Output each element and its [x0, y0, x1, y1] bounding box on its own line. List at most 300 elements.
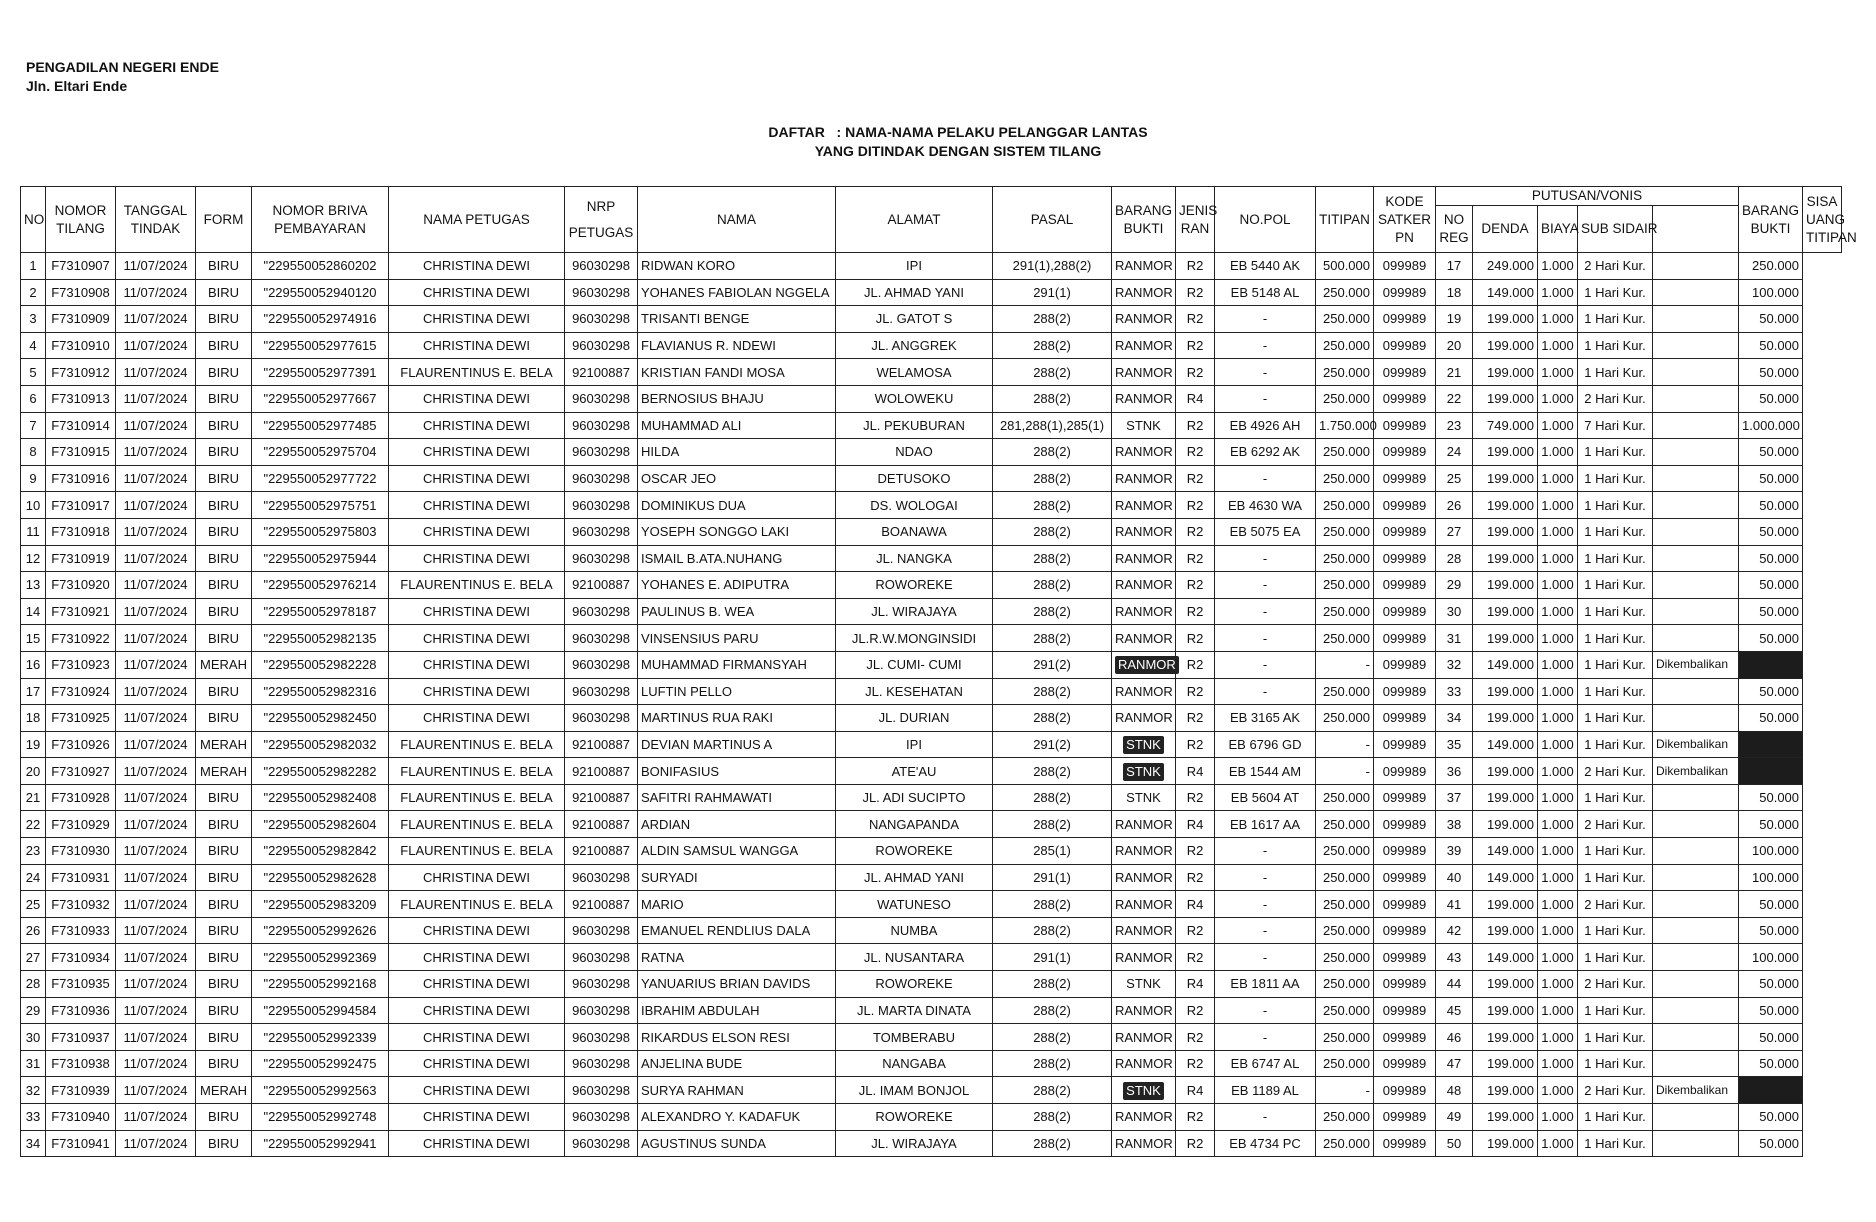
row-kode-satker: 099989	[1374, 1024, 1436, 1051]
row-barang-bukti-2: Dikembalikan	[1653, 758, 1739, 785]
row-no-pol: EB 6292 AK	[1215, 439, 1316, 466]
row-barang-bukti-2	[1653, 439, 1739, 466]
row-no-reg: 23	[1436, 412, 1473, 439]
row-nomor-briva: "229550052978187	[252, 598, 389, 625]
col-nama-petugas: NAMA PETUGAS	[389, 187, 565, 253]
row-nama: ALEXANDRO Y. KADAFUK	[638, 1104, 836, 1131]
row-nomor-briva: "229550052977615	[252, 332, 389, 359]
row-titipan: 250.000	[1316, 625, 1374, 652]
row-alamat: DETUSOKO	[836, 465, 993, 492]
row-nomor-tilang: F7310922	[46, 625, 116, 652]
table-row	[21, 412, 1842, 439]
row-pasal: 291(2)	[993, 731, 1112, 758]
row-barang-bukti-2	[1653, 279, 1739, 306]
row-no-pol: -	[1215, 598, 1316, 625]
row-barang-bukti: RANMOR	[1112, 306, 1176, 333]
row-barang-bukti-2	[1653, 545, 1739, 572]
row-no-reg: 33	[1436, 678, 1473, 705]
row-jenis-ran: R2	[1176, 997, 1215, 1024]
row-no-reg: 22	[1436, 385, 1473, 412]
row-denda: 199.000	[1473, 811, 1538, 838]
row-nomor-briva: "229550052982842	[252, 838, 389, 865]
col-sisa-uang-titipan: SISA UANG TITIPAN	[1803, 187, 1842, 253]
row-nomor-briva: "229550052860202	[252, 253, 389, 280]
row-sub-sidair: 1 Hari Kur.	[1578, 838, 1653, 865]
row-sub-sidair: 2 Hari Kur.	[1578, 253, 1653, 280]
row-titipan: 250.000	[1316, 306, 1374, 333]
row-nrp: 96030298	[565, 465, 638, 492]
row-jenis-ran: R2	[1176, 306, 1215, 333]
table-row	[21, 758, 1842, 785]
row-titipan: 500.000	[1316, 253, 1374, 280]
row-form: BIRU	[196, 306, 252, 333]
row-no: 22	[21, 811, 46, 838]
table-row	[21, 838, 1842, 865]
row-nomor-tilang: F7310938	[46, 1050, 116, 1077]
row-nomor-tilang: F7310923	[46, 651, 116, 678]
row-sisa: 100.000	[1739, 279, 1803, 306]
row-pasal: 288(2)	[993, 492, 1112, 519]
row-biaya: 1.000	[1538, 572, 1578, 599]
row-denda: 199.000	[1473, 971, 1538, 998]
row-barang-bukti-2	[1653, 944, 1739, 971]
row-form: BIRU	[196, 864, 252, 891]
row-no-reg: 38	[1436, 811, 1473, 838]
row-kode-satker: 099989	[1374, 651, 1436, 678]
row-denda: 199.000	[1473, 1130, 1538, 1157]
row-alamat: ATE'AU	[836, 758, 993, 785]
row-biaya: 1.000	[1538, 332, 1578, 359]
row-biaya: 1.000	[1538, 253, 1578, 280]
row-barang-bukti-2	[1653, 1104, 1739, 1131]
row-no: 10	[21, 492, 46, 519]
row-biaya: 1.000	[1538, 651, 1578, 678]
row-no-reg: 34	[1436, 705, 1473, 732]
row-nama: RIKARDUS ELSON RESI	[638, 1024, 836, 1051]
row-barang-bukti: RANMOR	[1112, 625, 1176, 652]
row-no: 19	[21, 731, 46, 758]
row-form: BIRU	[196, 1130, 252, 1157]
row-barang-bukti-2	[1653, 891, 1739, 918]
row-alamat: JL.R.W.MONGINSIDI	[836, 625, 993, 652]
table-row	[21, 917, 1842, 944]
row-kode-satker: 099989	[1374, 465, 1436, 492]
table-row	[21, 1130, 1842, 1157]
row-sub-sidair: 1 Hari Kur.	[1578, 1024, 1653, 1051]
row-no: 20	[21, 758, 46, 785]
row-nama: AGUSTINUS SUNDA	[638, 1130, 836, 1157]
row-biaya: 1.000	[1538, 997, 1578, 1024]
row-no-reg: 17	[1436, 253, 1473, 280]
row-nomor-tilang: F7310925	[46, 705, 116, 732]
row-jenis-ran: R2	[1176, 465, 1215, 492]
row-nama: ARDIAN	[638, 811, 836, 838]
row-no: 32	[21, 1077, 46, 1104]
row-sisa: 50.000	[1739, 306, 1803, 333]
row-denda: 149.000	[1473, 838, 1538, 865]
row-jenis-ran: R2	[1176, 439, 1215, 466]
row-nomor-briva: "229550052992748	[252, 1104, 389, 1131]
row-nomor-tilang: F7310928	[46, 784, 116, 811]
row-sub-sidair: 1 Hari Kur.	[1578, 1130, 1653, 1157]
row-nama: IBRAHIM ABDULAH	[638, 997, 836, 1024]
row-no-pol: EB 5148 AL	[1215, 279, 1316, 306]
table-row	[21, 545, 1842, 572]
row-sisa: 100.000	[1739, 944, 1803, 971]
row-barang-bukti-2	[1653, 359, 1739, 386]
row-nrp: 96030298	[565, 705, 638, 732]
row-jenis-ran: R2	[1176, 917, 1215, 944]
row-no-reg: 47	[1436, 1050, 1473, 1077]
row-alamat: BOANAWA	[836, 518, 993, 545]
row-barang-bukti-2	[1653, 997, 1739, 1024]
row-barang-bukti: RANMOR	[1112, 1104, 1176, 1131]
row-denda: 749.000	[1473, 412, 1538, 439]
table-row	[21, 306, 1842, 333]
row-tanggal: 11/07/2024	[116, 811, 196, 838]
row-no: 13	[21, 572, 46, 599]
row-nrp: 96030298	[565, 651, 638, 678]
row-no-reg: 36	[1436, 758, 1473, 785]
row-biaya: 1.000	[1538, 412, 1578, 439]
row-jenis-ran: R2	[1176, 279, 1215, 306]
row-nama: LUFTIN PELLO	[638, 678, 836, 705]
row-titipan: 250.000	[1316, 917, 1374, 944]
row-barang-bukti: RANMOR	[1112, 864, 1176, 891]
row-barang-bukti-2	[1653, 838, 1739, 865]
row-denda: 199.000	[1473, 492, 1538, 519]
row-sub-sidair: 1 Hari Kur.	[1578, 864, 1653, 891]
row-kode-satker: 099989	[1374, 1077, 1436, 1104]
row-sisa: 50.000	[1739, 997, 1803, 1024]
table-row	[21, 359, 1842, 386]
row-nomor-tilang: F7310914	[46, 412, 116, 439]
row-jenis-ran: R2	[1176, 705, 1215, 732]
row-nrp: 96030298	[565, 1130, 638, 1157]
row-titipan: 250.000	[1316, 944, 1374, 971]
row-biaya: 1.000	[1538, 784, 1578, 811]
row-barang-bukti: RANMOR	[1112, 838, 1176, 865]
highlighted-bukti: STNK	[1123, 1082, 1164, 1100]
row-nomor-tilang: F7310927	[46, 758, 116, 785]
row-nomor-tilang: F7310915	[46, 439, 116, 466]
row-no-pol: -	[1215, 917, 1316, 944]
row-sisa: 50.000	[1739, 705, 1803, 732]
row-form: BIRU	[196, 811, 252, 838]
row-biaya: 1.000	[1538, 518, 1578, 545]
row-nomor-briva: "229550052992339	[252, 1024, 389, 1051]
row-alamat: NANGABA	[836, 1050, 993, 1077]
row-alamat: JL. WIRAJAYA	[836, 598, 993, 625]
row-titipan: -	[1316, 731, 1374, 758]
col-nomor-tilang: NOMOR TILANG	[46, 187, 116, 253]
row-nomor-tilang: F7310926	[46, 731, 116, 758]
row-no-pol: -	[1215, 1104, 1316, 1131]
row-tanggal: 11/07/2024	[116, 944, 196, 971]
row-barang-bukti: RANMOR	[1112, 518, 1176, 545]
row-biaya: 1.000	[1538, 864, 1578, 891]
row-no-pol: -	[1215, 572, 1316, 599]
row-denda: 199.000	[1473, 572, 1538, 599]
row-barang-bukti: RANMOR	[1112, 1130, 1176, 1157]
row-nrp: 96030298	[565, 625, 638, 652]
row-no-pol: EB 5604 AT	[1215, 784, 1316, 811]
col-nrp-petugas: NRP PETUGAS	[565, 187, 638, 253]
row-biaya: 1.000	[1538, 306, 1578, 333]
row-tanggal: 11/07/2024	[116, 1077, 196, 1104]
row-biaya: 1.000	[1538, 439, 1578, 466]
row-sisa: 100.000	[1739, 838, 1803, 865]
row-tanggal: 11/07/2024	[116, 253, 196, 280]
row-pasal: 291(1)	[993, 944, 1112, 971]
row-no: 1	[21, 253, 46, 280]
table-header	[21, 187, 1857, 253]
row-tanggal: 11/07/2024	[116, 1050, 196, 1077]
row-tanggal: 11/07/2024	[116, 385, 196, 412]
row-sisa: 50.000	[1739, 1104, 1803, 1131]
row-barang-bukti: STNK	[1112, 971, 1176, 998]
row-nama: KRISTIAN FANDI MOSA	[638, 359, 836, 386]
col-barang-bukti: BARANG BUKTI	[1112, 187, 1176, 253]
row-nomor-briva: "229550052975704	[252, 439, 389, 466]
row-no-pol: -	[1215, 465, 1316, 492]
row-titipan: 250.000	[1316, 891, 1374, 918]
row-nomor-tilang: F7310912	[46, 359, 116, 386]
row-denda: 199.000	[1473, 678, 1538, 705]
row-tanggal: 11/07/2024	[116, 705, 196, 732]
row-nama: ANJELINA BUDE	[638, 1050, 836, 1077]
row-biaya: 1.000	[1538, 731, 1578, 758]
row-nama-petugas: FLAURENTINUS E. BELA	[389, 891, 565, 918]
row-denda: 149.000	[1473, 864, 1538, 891]
col-biaya: BIAYA	[1538, 206, 1578, 253]
row-sisa: 1.000.000	[1739, 412, 1803, 439]
row-sisa: 50.000	[1739, 359, 1803, 386]
table-row	[21, 439, 1842, 466]
row-nama-petugas: FLAURENTINUS E. BELA	[389, 838, 565, 865]
row-barang-bukti: STNK	[1112, 412, 1176, 439]
row-biaya: 1.000	[1538, 492, 1578, 519]
row-sisa	[1739, 758, 1803, 785]
row-nama: YOHANES FABIOLAN NGGELA	[638, 279, 836, 306]
row-nomor-tilang: F7310934	[46, 944, 116, 971]
row-nama: VINSENSIUS PARU	[638, 625, 836, 652]
row-titipan: 250.000	[1316, 359, 1374, 386]
row-pasal: 288(2)	[993, 971, 1112, 998]
row-nrp: 96030298	[565, 678, 638, 705]
row-no: 27	[21, 944, 46, 971]
row-nama-petugas: FLAURENTINUS E. BELA	[389, 572, 565, 599]
row-alamat: JL. PEKUBURAN	[836, 412, 993, 439]
row-nomor-briva: "229550052940120	[252, 279, 389, 306]
row-biaya: 1.000	[1538, 465, 1578, 492]
row-denda: 199.000	[1473, 997, 1538, 1024]
row-barang-bukti-2	[1653, 784, 1739, 811]
row-alamat: WATUNESO	[836, 891, 993, 918]
row-nrp: 96030298	[565, 412, 638, 439]
row-sub-sidair: 1 Hari Kur.	[1578, 279, 1653, 306]
row-no-reg: 44	[1436, 971, 1473, 998]
row-sub-sidair: 1 Hari Kur.	[1578, 997, 1653, 1024]
row-nama: RIDWAN KORO	[638, 253, 836, 280]
row-titipan: 1.750.000	[1316, 412, 1374, 439]
row-nrp: 92100887	[565, 838, 638, 865]
col-nama: NAMA	[638, 187, 836, 253]
row-kode-satker: 099989	[1374, 332, 1436, 359]
row-barang-bukti: RANMOR	[1112, 332, 1176, 359]
row-alamat: ROWOREKE	[836, 1104, 993, 1131]
row-alamat: IPI	[836, 731, 993, 758]
row-sub-sidair: 2 Hari Kur.	[1578, 385, 1653, 412]
row-nama-petugas: CHRISTINA DEWI	[389, 705, 565, 732]
row-jenis-ran: R2	[1176, 1050, 1215, 1077]
table-row	[21, 1104, 1842, 1131]
row-nama-petugas: CHRISTINA DEWI	[389, 253, 565, 280]
row-nomor-briva: "229550052992369	[252, 944, 389, 971]
row-alamat: JL. CUMI- CUMI	[836, 651, 993, 678]
row-alamat: ROWOREKE	[836, 572, 993, 599]
row-sisa	[1739, 1077, 1803, 1104]
row-nama: PAULINUS B. WEA	[638, 598, 836, 625]
row-form: BIRU	[196, 332, 252, 359]
col-nomor-briva: NOMOR BRIVA PEMBAYARAN	[252, 187, 389, 253]
row-no-pol: EB 1544 AM	[1215, 758, 1316, 785]
row-pasal: 288(2)	[993, 997, 1112, 1024]
row-nomor-tilang: F7310921	[46, 598, 116, 625]
row-barang-bukti: RANMOR	[1112, 253, 1176, 280]
highlighted-bukti: RANMOR	[1115, 656, 1179, 674]
highlighted-bukti: STNK	[1123, 763, 1164, 781]
row-pasal: 288(2)	[993, 705, 1112, 732]
row-pasal: 288(2)	[993, 811, 1112, 838]
row-denda: 149.000	[1473, 279, 1538, 306]
row-pasal: 288(2)	[993, 1077, 1112, 1104]
row-no-reg: 32	[1436, 651, 1473, 678]
row-nomor-tilang: F7310940	[46, 1104, 116, 1131]
row-denda: 199.000	[1473, 332, 1538, 359]
row-kode-satker: 099989	[1374, 412, 1436, 439]
row-nomor-tilang: F7310939	[46, 1077, 116, 1104]
row-barang-bukti: RANMOR	[1112, 279, 1176, 306]
row-form: BIRU	[196, 944, 252, 971]
row-nama: BERNOSIUS BHAJU	[638, 385, 836, 412]
highlighted-bukti: STNK	[1123, 736, 1164, 754]
row-no-pol: -	[1215, 1024, 1316, 1051]
row-no: 8	[21, 439, 46, 466]
row-kode-satker: 099989	[1374, 598, 1436, 625]
row-kode-satker: 099989	[1374, 492, 1436, 519]
row-jenis-ran: R4	[1176, 758, 1215, 785]
row-jenis-ran: R2	[1176, 651, 1215, 678]
row-jenis-ran: R4	[1176, 811, 1215, 838]
row-sisa: 50.000	[1739, 811, 1803, 838]
row-barang-bukti: RANMOR	[1112, 917, 1176, 944]
row-nomor-briva: "229550052992168	[252, 971, 389, 998]
row-nama: YOSEPH SONGGO LAKI	[638, 518, 836, 545]
row-nrp: 96030298	[565, 279, 638, 306]
row-form: BIRU	[196, 891, 252, 918]
row-no: 3	[21, 306, 46, 333]
row-sub-sidair: 1 Hari Kur.	[1578, 439, 1653, 466]
row-nrp: 96030298	[565, 306, 638, 333]
row-no-pol: EB 5440 AK	[1215, 253, 1316, 280]
row-kode-satker: 099989	[1374, 864, 1436, 891]
row-nomor-tilang: F7310917	[46, 492, 116, 519]
row-no: 25	[21, 891, 46, 918]
row-nama-petugas: CHRISTINA DEWI	[389, 971, 565, 998]
row-nama: OSCAR JEO	[638, 465, 836, 492]
row-jenis-ran: R4	[1176, 971, 1215, 998]
row-alamat: JL. AHMAD YANI	[836, 279, 993, 306]
row-nama-petugas: CHRISTINA DEWI	[389, 997, 565, 1024]
row-nomor-briva: "229550052974916	[252, 306, 389, 333]
row-no-reg: 31	[1436, 625, 1473, 652]
row-titipan: 250.000	[1316, 864, 1374, 891]
row-nama: DEVIAN MARTINUS A	[638, 731, 836, 758]
row-alamat: JL. ADI SUCIPTO	[836, 784, 993, 811]
row-form: BIRU	[196, 253, 252, 280]
row-kode-satker: 099989	[1374, 1050, 1436, 1077]
row-form: BIRU	[196, 1104, 252, 1131]
table-row	[21, 864, 1842, 891]
row-nomor-tilang: F7310929	[46, 811, 116, 838]
row-form: BIRU	[196, 385, 252, 412]
row-barang-bukti-2	[1653, 1024, 1739, 1051]
row-barang-bukti: RANMOR	[1112, 1050, 1176, 1077]
row-titipan: 250.000	[1316, 545, 1374, 572]
row-tanggal: 11/07/2024	[116, 572, 196, 599]
row-jenis-ran: R2	[1176, 572, 1215, 599]
row-biaya: 1.000	[1538, 838, 1578, 865]
row-no-pol: -	[1215, 944, 1316, 971]
row-nama: HILDA	[638, 439, 836, 466]
row-kode-satker: 099989	[1374, 731, 1436, 758]
row-nama-petugas: CHRISTINA DEWI	[389, 492, 565, 519]
row-no-reg: 20	[1436, 332, 1473, 359]
row-nomor-tilang: F7310936	[46, 997, 116, 1024]
row-no-pol: -	[1215, 359, 1316, 386]
row-pasal: 288(2)	[993, 598, 1112, 625]
row-kode-satker: 099989	[1374, 1130, 1436, 1157]
row-nrp: 96030298	[565, 997, 638, 1024]
row-nrp: 96030298	[565, 598, 638, 625]
row-nama-petugas: CHRISTINA DEWI	[389, 465, 565, 492]
row-barang-bukti-2	[1653, 385, 1739, 412]
col-form: FORM	[196, 187, 252, 253]
row-denda: 199.000	[1473, 891, 1538, 918]
row-pasal: 288(2)	[993, 385, 1112, 412]
row-nama-petugas: CHRISTINA DEWI	[389, 651, 565, 678]
row-barang-bukti: RANMOR	[1112, 439, 1176, 466]
row-form: BIRU	[196, 971, 252, 998]
row-nomor-briva: "229550052982228	[252, 651, 389, 678]
row-sisa: 50.000	[1739, 784, 1803, 811]
title-line-1: DAFTAR : NAMA-NAMA PELAKU PELANGGAR LANTAS	[768, 124, 1148, 140]
row-kode-satker: 099989	[1374, 253, 1436, 280]
row-nrp: 92100887	[565, 731, 638, 758]
row-nomor-tilang: F7310937	[46, 1024, 116, 1051]
row-nama-petugas: FLAURENTINUS E. BELA	[389, 359, 565, 386]
row-nama: ISMAIL B.ATA.NUHANG	[638, 545, 836, 572]
row-no: 12	[21, 545, 46, 572]
row-alamat: JL. ANGGREK	[836, 332, 993, 359]
row-sisa: 50.000	[1739, 1024, 1803, 1051]
row-nrp: 96030298	[565, 332, 638, 359]
row-nama-petugas: CHRISTINA DEWI	[389, 1130, 565, 1157]
row-tanggal: 11/07/2024	[116, 784, 196, 811]
row-pasal: 288(2)	[993, 572, 1112, 599]
row-alamat: WOLOWEKU	[836, 385, 993, 412]
